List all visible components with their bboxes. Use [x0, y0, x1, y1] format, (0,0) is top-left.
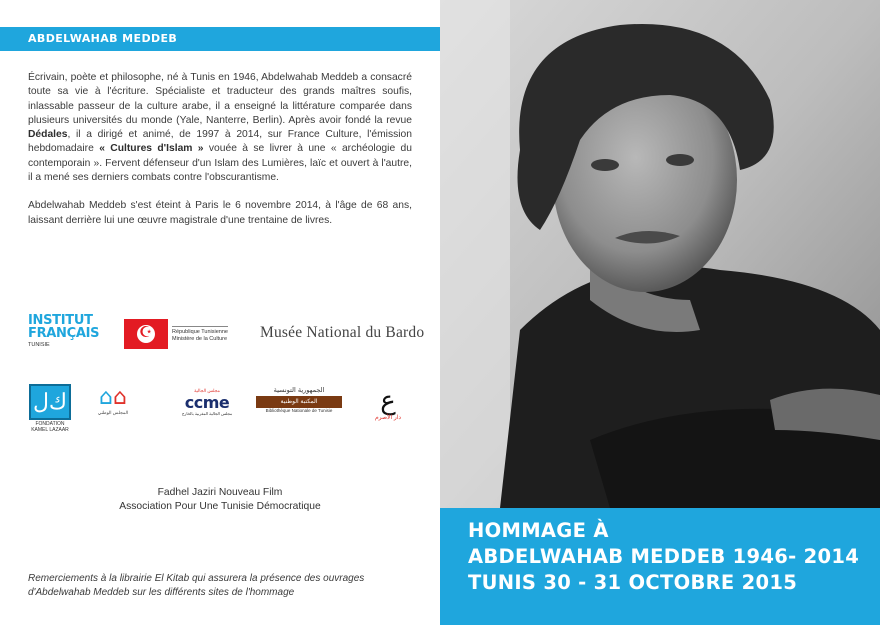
title-line: ABDELWAHAB MEDDEB 1946- 2014	[468, 545, 860, 568]
ccme-logo	[177, 388, 237, 422]
bio-text: vouée à se livrer à une « archéologie du contemporain ». Fervent défenseur d'un Islam des Lumières, laïc et ouvert à l'autre, il a mené ses derniers combats contre l'obscurantisme.	[28, 143, 412, 184]
review-name: Dédales	[28, 129, 68, 141]
association-name: Fadhel Jaziri Nouveau Film	[157, 487, 283, 498]
logo-text: TUNISIE	[28, 342, 50, 348]
dar-lasmar-logo	[364, 388, 412, 428]
biography	[28, 71, 412, 242]
title-line: HOMMAGE À	[468, 519, 609, 542]
logo-text: République Tunisienne	[172, 328, 228, 335]
logo-text: المجلس الوطني	[97, 410, 129, 415]
logo-text: الجمهورية التونسية	[273, 386, 325, 394]
conseil-national-logo	[90, 386, 136, 424]
logo-text: Ministère de la Culture	[172, 335, 228, 342]
logo-text: FONDATION KAMEL LAZAAR	[31, 421, 69, 433]
institut-francais-logo	[28, 314, 104, 356]
bio-text: Écrivain, poète et philosophe, né à Tunis en 1946, Abdelwahab Meddeb a consacré toute sa vie à l'écriture. Spécialiste et traducteur des grands maîtres soufis, inlassable passeur de la culture arabe, il a enseigné la littérature comparée dans plusieurs universités du monde (Yale, Nanterre, Berlin). Après avoir fondé la revue	[28, 72, 412, 126]
conseil-emblem-icon: ⌂⌂	[99, 385, 127, 410]
association-name: Association Pour Une Tunisie Démocratique	[119, 501, 321, 512]
associations	[28, 486, 412, 514]
kamel-lazaar-emblem-icon: ﻙﻝ	[29, 384, 71, 420]
logo-text: دار الأصرم	[374, 415, 402, 421]
tunisia-flag-icon	[124, 319, 168, 349]
ccme-mark: ccme	[184, 393, 230, 412]
portrait-illustration	[440, 0, 880, 508]
bio-paragraph-1	[28, 71, 412, 185]
bio-paragraph-2: Abdelwahab Meddeb s'est éteint à Paris le 6 novembre 2014, à l'âge de 68 ans, laissant derrière lui une œuvre magistrale d'une trentaine de livres.	[28, 200, 412, 226]
right-panel	[440, 0, 880, 625]
logo-text: Bibliothèque Nationale de Tunisie	[265, 408, 333, 413]
show-name: « Cultures d'Islam »	[99, 143, 204, 155]
event-title	[440, 508, 880, 625]
title-line: TUNIS 30 - 31 OCTOBRE 2015	[468, 571, 798, 594]
logo-text: مجلس الجالية المغربية بالخارج	[181, 411, 233, 416]
acknowledgement: Remerciements à la librairie El Kitab qui assurera la présence des ouvrages d'Abdelwahab Meddeb sur les différents sites de l'hommage	[28, 573, 365, 598]
logo-text: FRANÇAIS	[28, 326, 100, 341]
ministry-text	[172, 326, 228, 343]
portrait-photo	[440, 0, 880, 508]
logo-text: مجلس الجالية	[194, 388, 220, 393]
fondation-kamel-lazaar-logo	[29, 384, 71, 433]
calligraphy-emblem-icon: ع	[380, 386, 396, 416]
bibliotheque-nationale-logo	[256, 386, 342, 422]
name-banner: ABDELWAHAB MEDDEB	[0, 27, 440, 51]
bio-text: , il a dirigé et animé, de 1997 à 2014, sur France Culture, l'émission hebdomadaire	[28, 129, 412, 155]
logo-text: INSTITUT	[28, 313, 93, 328]
musee-bardo-logo: Musée National du Bardo	[260, 324, 425, 341]
logo-band: المكتبة الوطنية	[256, 396, 342, 408]
ministere-culture-logo	[124, 319, 242, 349]
